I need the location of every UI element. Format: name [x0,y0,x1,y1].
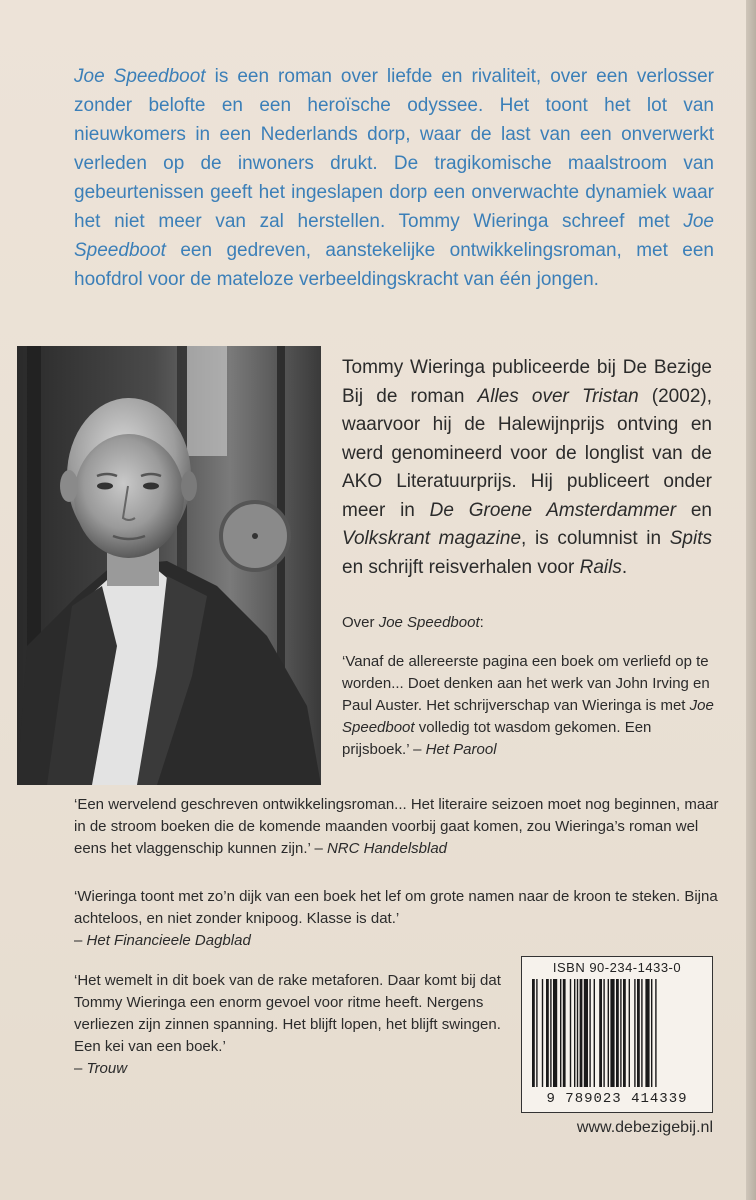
review-source: Trouw [86,1060,128,1077]
reviews-heading: Over Joe Speedboot: [342,614,484,631]
author-bio: Tommy Wieringa publiceerde bij De Bezige Bij de roman Alles over Tristan (2002), waarvoor hij de Halewijnprijs ontving en werd genomineerd voor de longlist van de AKO Literatuurprijs. Hij publiceert onder meer in De Groene Amsterdammer en Volkskrant magazine, is columnist in Spits en schrijft reisverhalen voor Rails. [342,357,713,578]
barcode-number: 9 789023 414339 [546,1091,688,1107]
author-photo [17,346,321,785]
isbn-label: ISBN 90-234-1433-0 [552,960,682,975]
review-source: NRC Handelsblad [326,840,448,857]
blurb-book-title: Joe Speedboot [74,66,206,87]
author-portrait-image [17,346,321,785]
barcode-box [521,956,713,1113]
review-quote-fd: ‘Wieringa toont met zo’n dijk van een boek het lef om grote namen naar de kroon te steken. Bijna achteloos, en niet zonder knipoog. Klasse is dat.’ – Het Financieele Dagblad [74,888,718,949]
page-edge [746,0,756,1200]
blurb-paragraph: Joe Speedboot is een roman over liefde en rivaliteit, over een verlosser zonder belofte en een heroïsche odyssee. Het toont het lot van nieuwkomers in een Nederlands dorp, waar de last van een onverwerkt verleden op de inwoners drukt. De tragikomische maalstroom van gebeurtenissen geeft het ingeslapen dorp een onverwachte dynamiek waar het niet meer van zal herstellen. Tommy Wieringa schreef met Joe Speedboot een gedreven, aanstekelijke ontwikkelingsroman, met een hoofdrol voor de mateloze verbeeldingskracht van één jongen. [74,66,714,290]
publisher-url: www.debezigebij.nl [576,1119,713,1136]
review-source: Het Parool [425,741,497,758]
review-quote-nrc: ‘Een wervelend geschreven ontwikkelingsroman... Het literaire seizoen moet nog beginnen, maar in de stroom boeken die de komende maanden voorbij gaat komen, zou Wieringa’s roman wel eens het vlaggenschip kunnen zijn.’ – NRC Handelsblad [74,796,719,857]
review-quote-trouw: ‘Het wemelt in dit boek van de rake metaforen. Daar komt bij dat Tommy Wieringa een enorm gevoel voor ritme heeft. Nergens verliezen zijn zinnen spanning. Het blijft lopen, het blijft swingen. Een kei van een boek.’ – Trouw [74,972,501,1077]
review-source: Het Financieele Dagblad [86,932,251,949]
barcode-image [530,979,706,1089]
review-quote-parool: ‘Vanaf de allereerste pagina een boek om verliefd op te worden... Doet denken aan het werk van John Irving en Paul Auster. Het schrijverschap van Wieringa is met Joe Speedboot volledig tot wasdom gekomen. Een prijsboek.’ – Het Parool [342,653,714,758]
